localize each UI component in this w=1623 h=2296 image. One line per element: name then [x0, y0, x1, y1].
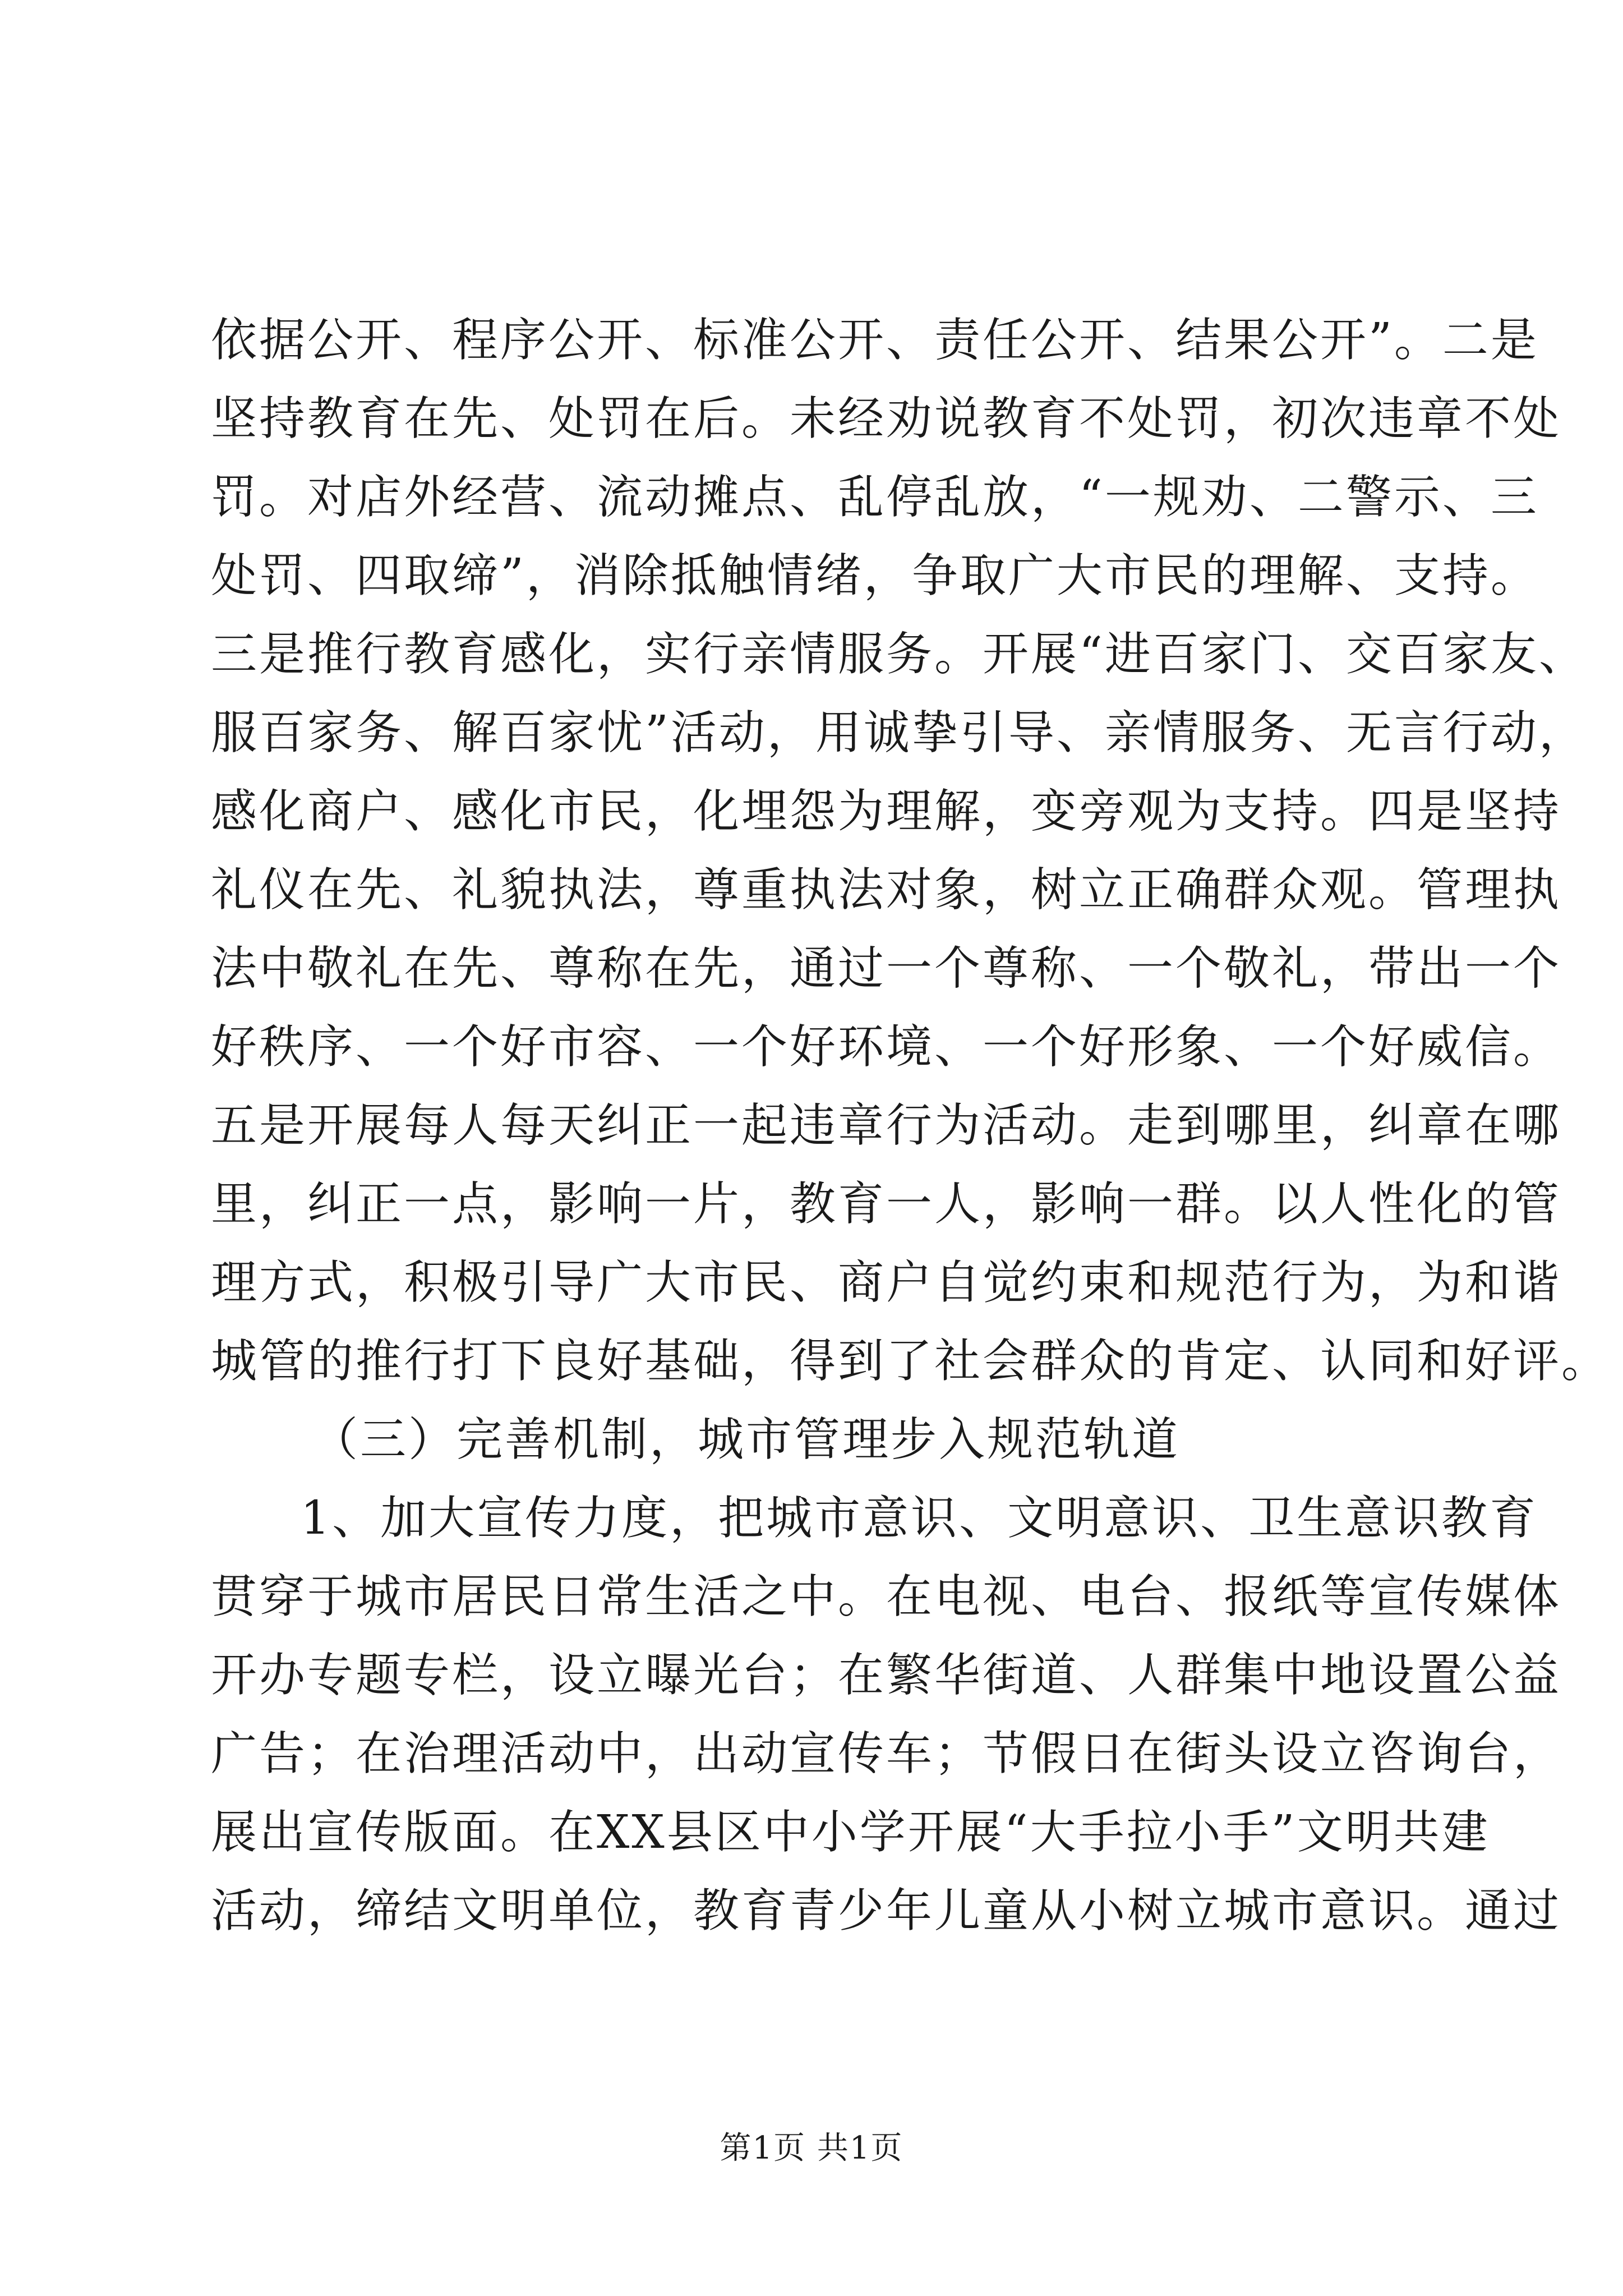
- text-line: 处罚、四取缔”，消除抵触情绪，争取广大市民的理解、支持。: [211, 549, 1539, 602]
- page-footer: [0, 2126, 1623, 2171]
- text-line: 广告；在治理活动中，出动宣传车；节假日在街头设立咨询台，: [211, 1727, 1562, 1780]
- text-line: 理方式，积极引导广大市民、商户自觉约束和规范行为，为和谐: [211, 1256, 1562, 1309]
- text-line: 好秩序、一个好市容、一个好环境、一个好形象、一个好威信。: [211, 1020, 1562, 1074]
- text-line: 贯穿于城市居民日常生活之中。在电视、电台、报纸等宣传媒体: [211, 1570, 1562, 1623]
- text-line: 法中敬礼在先、尊称在先，通过一个尊称、一个敬礼，带出一个: [211, 942, 1562, 995]
- text-line: 坚持教育在先、处罚在后。未经劝说教育不处罚，初次违章不处: [211, 392, 1562, 445]
- text-line: 展出宣传版面。在XX县区中小学开展“大手拉小手”文明共建: [211, 1806, 1490, 1859]
- section-heading: （三）完善机制，城市管理步入规范轨道: [312, 1413, 1181, 1466]
- text-line: 依据公开、程序公开、标准公开、责任公开、结果公开”。二是: [211, 314, 1539, 367]
- text-line: 服百家务、解百家忧”活动，用诚挚引导、亲情服务、无言行动，: [211, 706, 1587, 760]
- text-line: 罚。对店外经营、流动摊点、乱停乱放，“一规劝、二警示、三: [211, 471, 1539, 524]
- text-line: 三是推行教育感化，实行亲情服务。开展“进百家门、交百家友、: [211, 628, 1587, 681]
- text-line: 礼仪在先、礼貌执法，尊重执法对象，树立正确群众观。管理执: [211, 863, 1562, 917]
- text-line: 感化商户、感化市民，化埋怨为理解，变旁观为支持。四是坚持: [211, 785, 1562, 838]
- text-line: 城管的推行打下良好基础，得到了社会群众的肯定、认同和好评。: [211, 1335, 1610, 1388]
- text-line: 五是开展每人每天纠正一起违章行为活动。走到哪里，纠章在哪: [211, 1099, 1562, 1152]
- page-number: 第1页 共1页: [720, 2130, 903, 2166]
- text-line: 开办专题专栏，设立曝光台；在繁华街道、人群集中地设置公益: [211, 1649, 1562, 1702]
- text-line: 1、加大宣传力度，把城市意识、文明意识、卫生意识教育: [301, 1492, 1538, 1545]
- text-line: 活动，缔结文明单位，教育青少年儿童从小树立城市意识。通过: [211, 1884, 1562, 1938]
- text-line: 里，纠正一点，影响一片，教育一人，影响一群。以人性化的管: [211, 1177, 1562, 1231]
